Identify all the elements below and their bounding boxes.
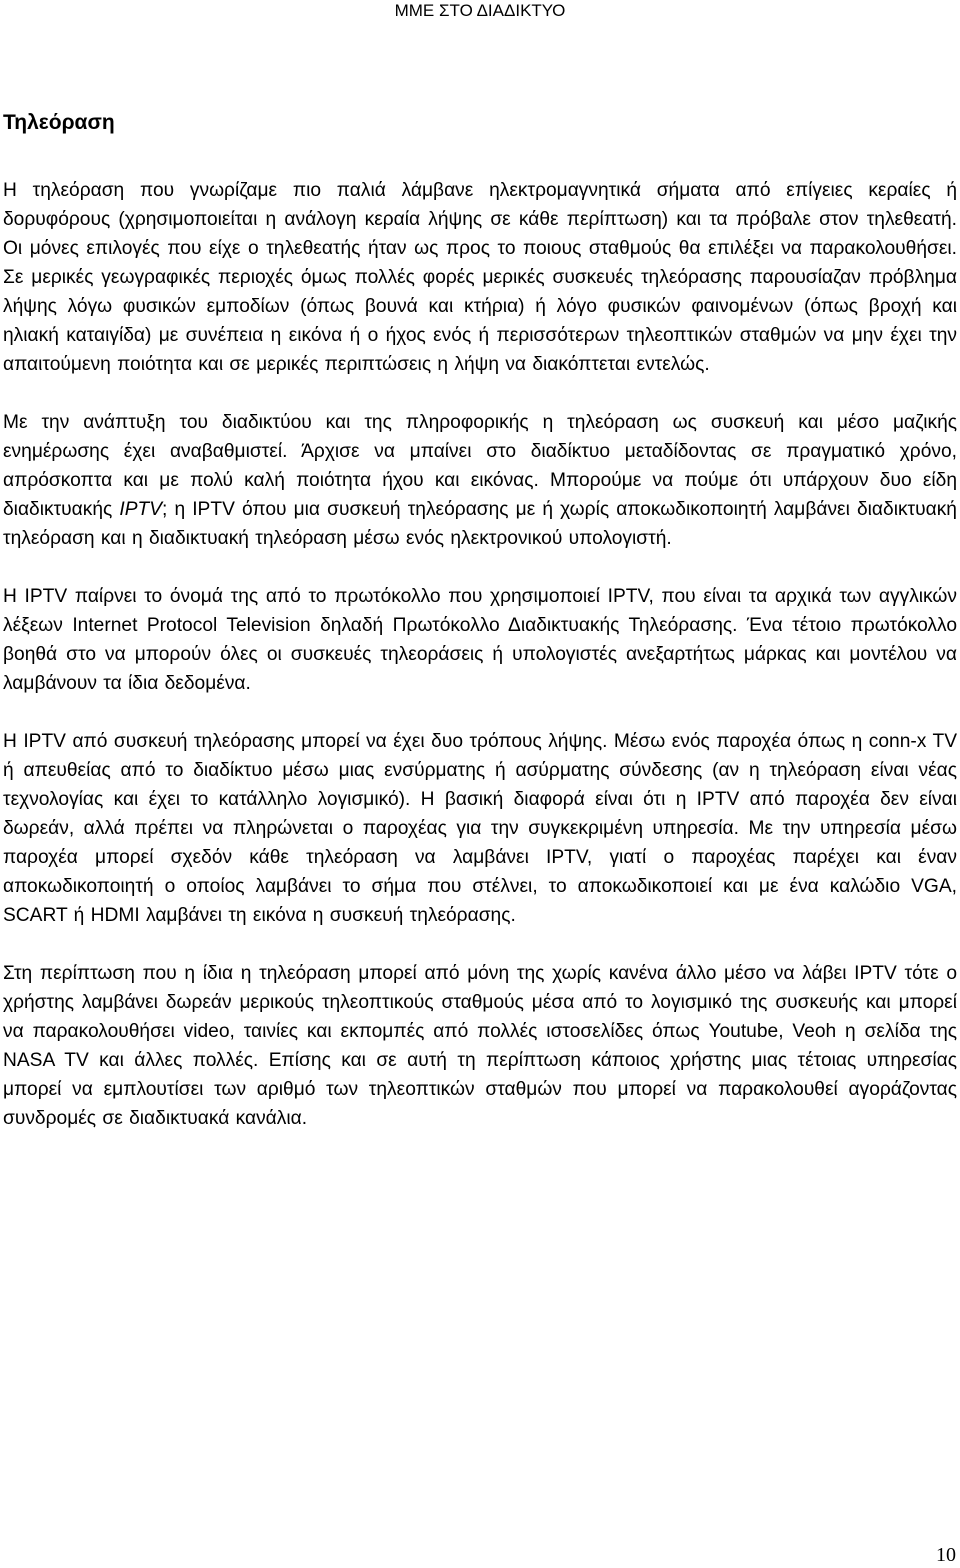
paragraph-text: ; η IPTV όπου μια συσκευή τηλεόρασης με ή χωρίς αποκωδικοποιητή λαμβάνει διαδικτυακή τηλεόραση και η διαδικτυακή τηλεόραση μέσω ενός ηλεκτρονικού υπολογιστή. [3, 499, 957, 549]
paragraph-text: Στη περίπτωση που η ίδια η τηλεόραση μπορεί από μόνη της χωρίς κανένα άλλο μέσο να λάβει IPTV τότε ο χρήστης λαμβάνει δωρεάν μερικούς τηλεοπτικούς σταθμούς μέσα από το λογισμικό της συσκευής και μπορεί να παρακολουθήσει video, ταινίες και εκπομπές από πολλές ιστοσελίδες όπως Youtube, Veoh η σελίδα της NASA TV και άλλες πολλές. Επίσης και σε αυτή τη περίπτωση κάποιος χρήστης μιας τέτοιας υπηρεσίας μπορεί να εμπλουτίσει των αριθμό των τηλεοπτικών σταθμών που μπορεί να παρακολουθεί αγοράζοντας συνδρομές σε διαδικτυακά κανάλια. [3, 963, 957, 1129]
paragraph-internet-tv [3, 408, 957, 553]
page-number: 10 [936, 1544, 956, 1566]
section-title: Τηλεόραση [3, 111, 115, 134]
paragraph-text: Η IPTV παίρνει το όνομά της από το πρωτόκολλο που χρησιμοποιεί IPTV, που είναι τα αρχικά των αγγλικών λέξεων Internet Protocol Television δηλαδή Πρωτόκολλο Διαδικτυακής Τηλεόρασης. Ένα τέτοιο πρωτόκολλο βοηθά στο να μπορούν όλες οι συσκευές τηλεοράσεις ή υπολογιστές ανεξαρτήτως μάρκας και μοντέλου να λαμβάνουν τα ίδια δεδομένα. [3, 586, 957, 694]
paragraph-standalone-tv [3, 959, 957, 1133]
paragraph-text: Με την ανάπτυξη του διαδικτύου και της πληροφορικής η τηλεόραση ως συσκευή και μέσο μαζικής ενημέρωσης έχει αναβαθμιστεί. Άρχισε να μπαίνει στο διαδίκτυο μεταδίδοντας σε πραγματικό χρόνο, απρόσκοπτα και με πολύ καλή ποιότητα ήχου και εικόνας. Μπορούμε να πούμε ότι υπάρχουν δυο είδη διαδικτυακής [3, 412, 957, 520]
paragraph-analog-tv [3, 176, 957, 379]
paragraph-text: Η τηλεόραση που γνωρίζαμε πιο παλιά λάμβανε ηλεκτρομαγνητικά σήματα από επίγειες κεραίες ή δορυφόρους (χρησιμοποιείται η ανάλογη κεραία λήψης σε κάθε περίπτωση) και τα πρόβαλε στον τηλεθεατή. Οι μόνες επιλογές που είχε ο τηλεθεατής ήταν ως προς το ποιους σταθμούς θα επιλέξει να παρακολουθήσει. Σε μερικές γεωγραφικές περιοχές όμως πολλές φορές μερικές συσκευές τηλεόρασης παρουσίαζαν πρόβλημα λήψης λόγω φυσικών εμποδίων (όπως βουνά και κτήρια) ή λόγο φυσικών φαινομένων (όπως βροχή και ηλιακή καταιγίδα) με συνέπεια η εικόνα ή ο ήχος ενός ή περισσότερων τηλεοπτικών σταθμών να μην έχει την απαιτούμενη ποιότητα και σε μερικές περιπτώσεις η λήψη να διακόπτεται εντελώς. [3, 180, 957, 375]
running-header: ΜΜΕ ΣΤΟ ΔΙΑΔΙΚΤΥΟ [394, 1, 566, 20]
paragraph-iptv-reception [3, 727, 957, 930]
body-text [3, 176, 957, 1162]
iptv-term: IPTV [119, 499, 163, 520]
paragraph-text: Η IPTV από συσκευή τηλεόρασης μπορεί να έχει δυο τρόπους λήψης. Μέσω ενός παροχέα όπως η conn-x TV ή απευθείας από το διαδίκτυο μέσω μιας ενσύρματης ή ασύρματης σύνδεσης (αν η τηλεόραση είναι νέας τεχνολογίας και έχει το κατάλληλο λογισμικό). Η βασική διαφορά είναι ότι η IPTV από παροχέα δεν είναι δωρεάν, αλλά πρέπει να πληρώνεται ο παροχέας για την συγκεκριμένη υπηρεσία. Με την υπηρεσία μέσω παροχέα μπορεί σχεδόν κάθε τηλεόραση να λαμβάνει IPTV, γιατί ο παροχέας παρέχει και έναν αποκωδικοποιητή ο οποίος λαμβάνει το σήμα που στέλνει, το αποκωδικοποιεί και με ένα καλώδιο VGA, SCART ή HDMI λαμβάνει τη εικόνα η συσκευή τηλεόρασης. [3, 731, 957, 926]
paragraph-iptv-name [3, 582, 957, 698]
